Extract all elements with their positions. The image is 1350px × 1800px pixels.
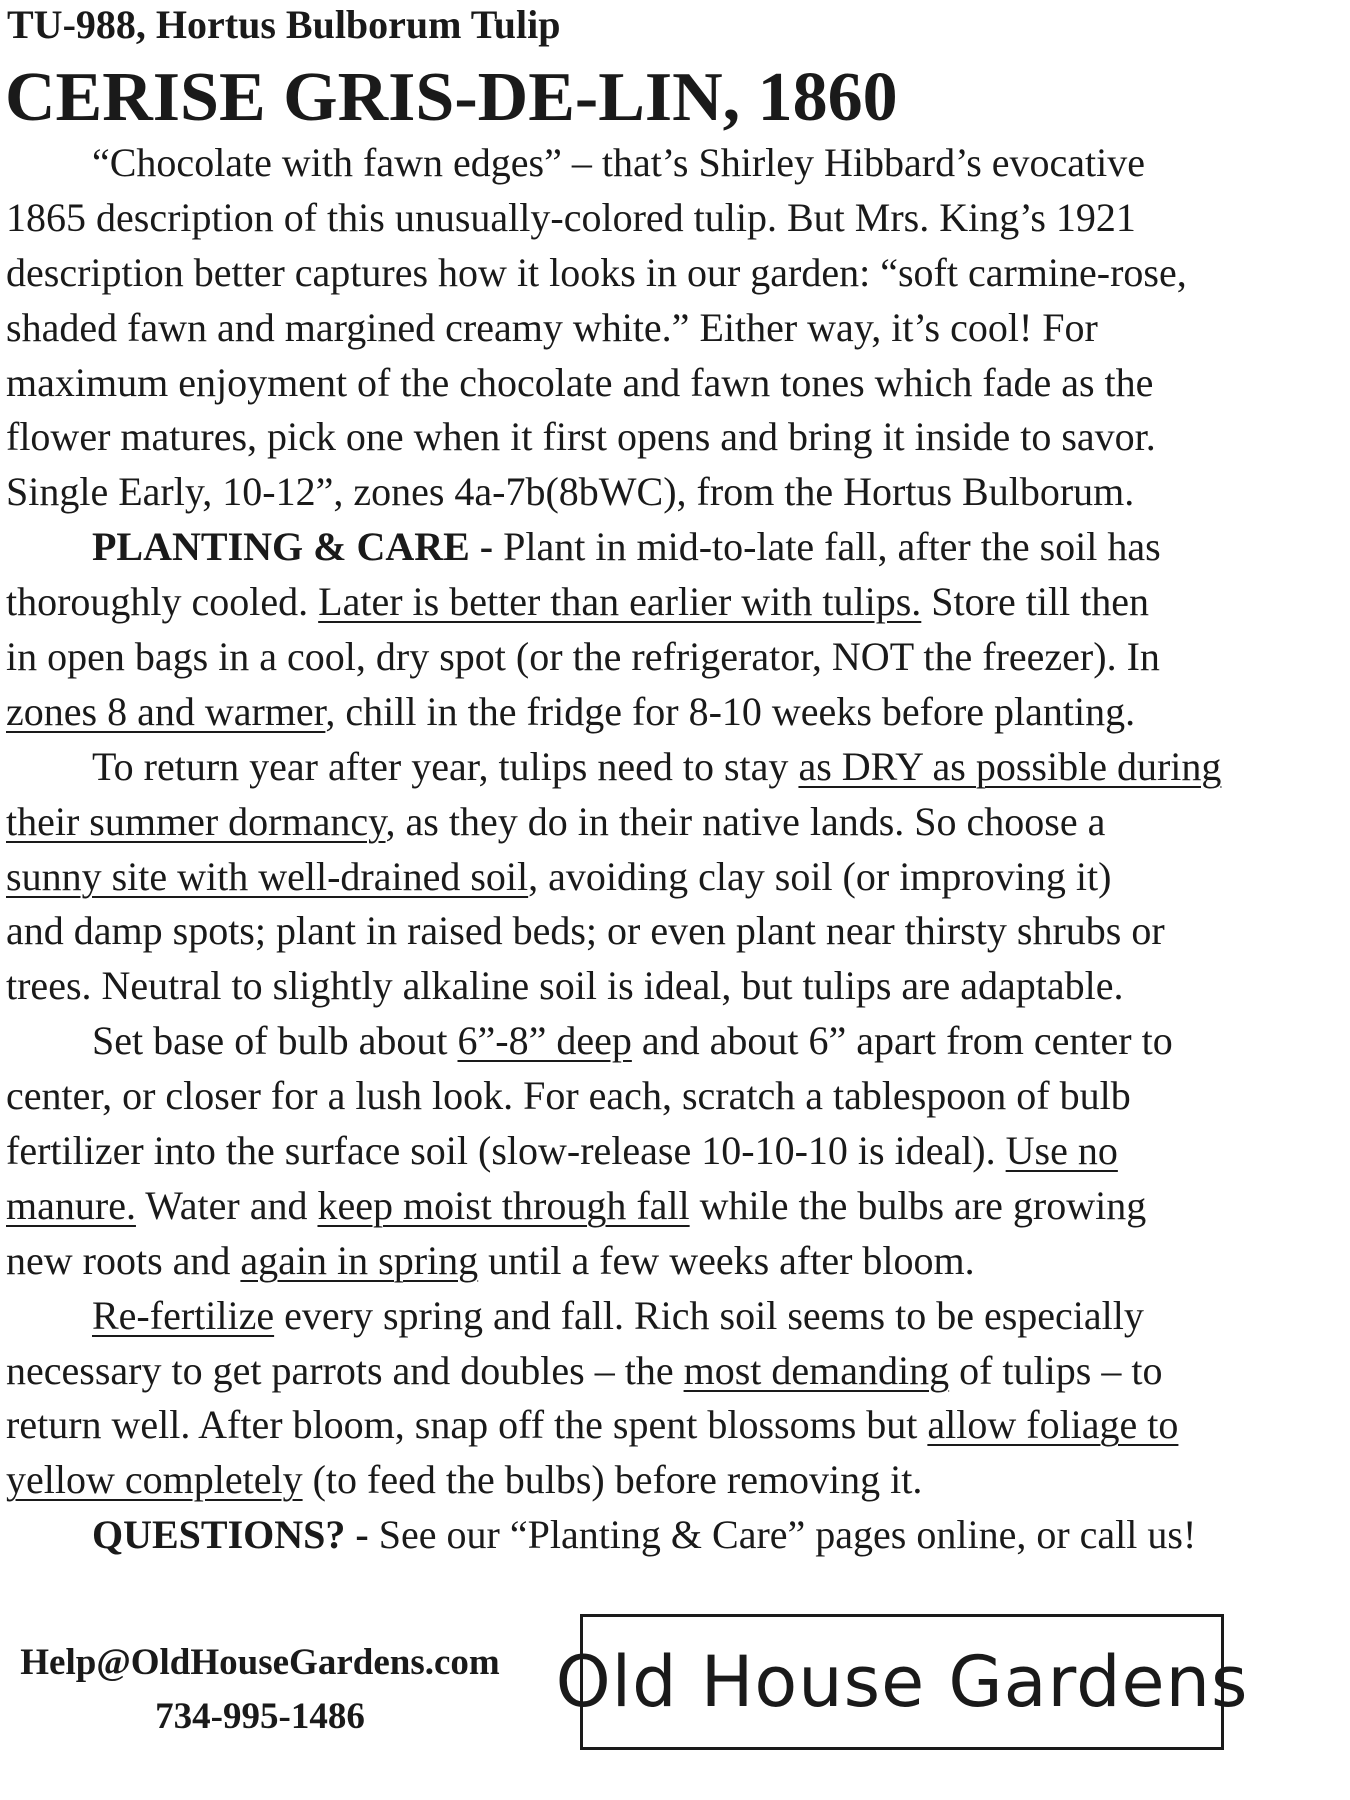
underlined-emphasis: Later is better than earlier with tulips. <box>318 579 922 625</box>
text-line: “Chocolate with fawn edges” – that’s Shirley Hibbard’s evocative <box>92 140 1146 185</box>
product-code-title: TU-988, Hortus Bulborum Tulip <box>7 2 561 47</box>
text-line: QUESTIONS? - See our “Planting & Care” pages online, or call us! <box>92 1512 1197 1558</box>
underlined-emphasis: yellow completely <box>6 1457 303 1503</box>
text-line: description better captures how it looks in our garden: “soft carmine-rose, <box>6 249 1187 295</box>
underlined-emphasis: zones 8 and warmer <box>6 688 326 734</box>
text-line: yellow completely (to feed the bulbs) before removing it. <box>6 1457 923 1503</box>
underlined-emphasis: manure. <box>6 1182 136 1228</box>
underlined-emphasis: most demanding <box>683 1347 950 1393</box>
text-line: center, or closer for a lush look. For each, scratch a tablespoon of bulb <box>6 1073 1131 1119</box>
brand-logo: Old House Gardens <box>555 1641 1249 1723</box>
text-line: Re-fertilize every spring and fall. Rich soil seems to be especially <box>92 1292 1144 1338</box>
planting-care-heading: PLANTING & CARE - <box>92 524 494 570</box>
text-line: and damp spots; plant in raised beds; or even plant near thirsty shrubs or <box>6 908 1165 954</box>
underlined-emphasis: Use no <box>1005 1128 1118 1174</box>
text-line: return well. After bloom, snap off the spent blossoms but allow foliage to <box>6 1402 1179 1448</box>
underlined-emphasis: 6”-8” deep <box>457 1018 632 1064</box>
variety-name-title: CERISE GRIS-DE-LIN, 1860 <box>5 59 898 136</box>
text-line: Set base of bulb about 6”-8” deep and about 6” apart from center to <box>92 1018 1173 1064</box>
text-line: To return year after year, tulips need to stay as DRY as possible during <box>92 743 1222 789</box>
text-line: fertilizer into the surface soil (slow-release 10-10-10 is ideal). Use no <box>6 1128 1118 1174</box>
text-line: Single Early, 10-12”, zones 4a-7b(8bWC), from the Hortus Bulborum. <box>6 469 1135 515</box>
questions-heading: QUESTIONS? - <box>92 1512 369 1558</box>
description-body <box>6 136 1336 1563</box>
text-line: PLANTING & CARE - Plant in mid-to-late fall, after the soil has <box>92 524 1161 570</box>
text-line: flower matures, pick one when it first opens and bring it inside to savor. <box>6 414 1156 460</box>
logo-box <box>555 1614 1249 1750</box>
text-line: their summer dormancy, as they do in their native lands. So choose a <box>6 798 1106 844</box>
underlined-emphasis: sunny site with well-drained soil <box>6 853 529 899</box>
text-line: shaded fawn and margined creamy white.” Either way, it’s cool! For <box>6 304 1098 350</box>
text-line: necessary to get parrots and doubles – the most demanding of tulips – to <box>6 1347 1163 1393</box>
underlined-emphasis: as DRY as possible during <box>798 743 1222 789</box>
text-line: zones 8 and warmer, chill in the fridge for 8-10 weeks before planting. <box>6 688 1136 734</box>
underlined-emphasis: Re-fertilize <box>92 1292 275 1338</box>
contact-info <box>0 1636 520 1744</box>
underlined-emphasis: allow foliage to <box>927 1402 1179 1448</box>
text-line: manure. Water and keep moist through fall while the bulbs are growing <box>6 1182 1147 1228</box>
phone-number: 734-995-1486 <box>155 1696 365 1737</box>
text-line: 1865 description of this unusually-colored tulip. But Mrs. King’s 1921 <box>6 194 1136 240</box>
text-line: sunny site with well-drained soil, avoiding clay soil (or improving it) <box>6 853 1112 899</box>
text-line: in open bags in a cool, dry spot (or the refrigerator, NOT the freezer). In <box>6 634 1160 680</box>
email-link[interactable]: Help@OldHouseGardens.com <box>20 1642 500 1683</box>
text-line: trees. Neutral to slightly alkaline soil is ideal, but tulips are adaptable. <box>6 963 1124 1009</box>
text-line: thoroughly cooled. Later is better than earlier with tulips. Store till then <box>6 579 1150 625</box>
text-line: maximum enjoyment of the chocolate and fawn tones which fade as the <box>6 359 1154 405</box>
underlined-emphasis: keep moist through fall <box>317 1182 690 1228</box>
underlined-emphasis: their summer dormancy <box>6 798 386 844</box>
underlined-emphasis: again in spring <box>240 1237 479 1283</box>
text-line: new roots and again in spring until a few weeks after bloom. <box>6 1237 975 1283</box>
